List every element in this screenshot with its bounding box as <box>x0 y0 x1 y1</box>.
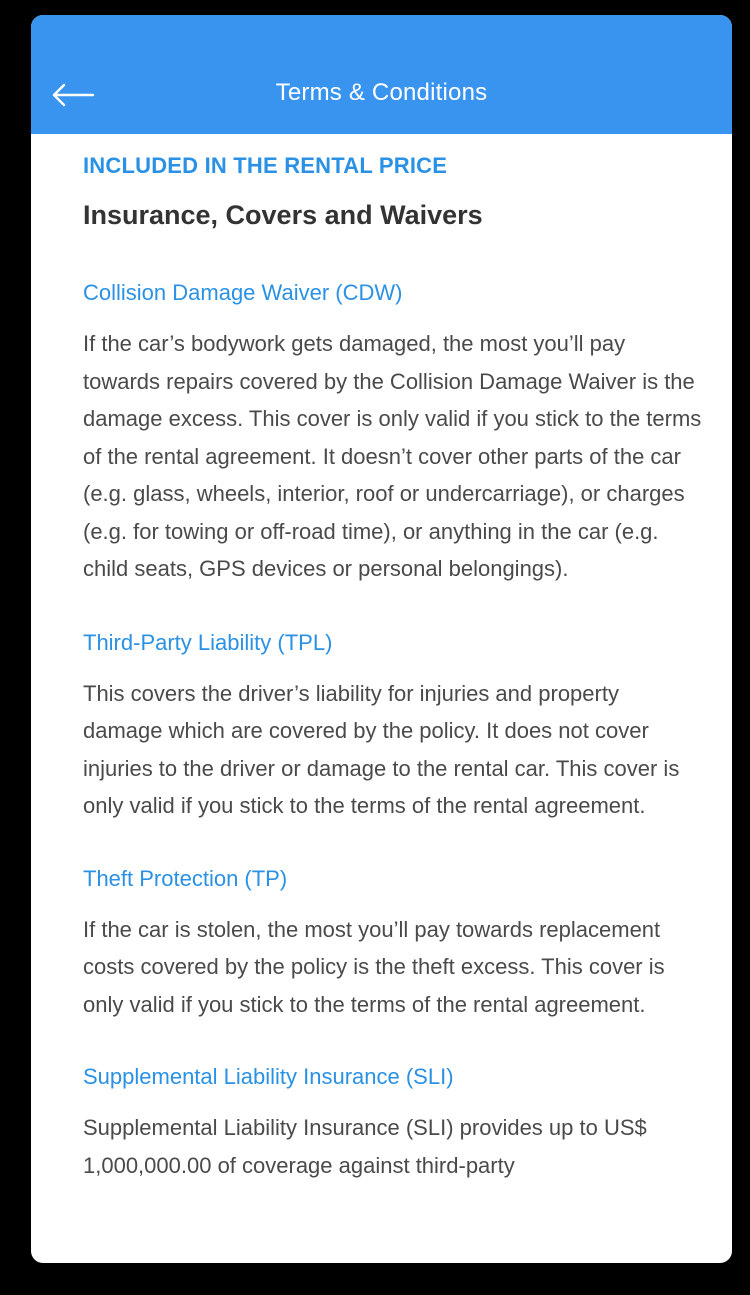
page-header-title: Terms & Conditions <box>275 79 488 106</box>
section-overline: INCLUDED IN THE RENTAL PRICE <box>83 153 448 178</box>
section-title-tpl[interactable]: Third-Party Liability (TPL) <box>83 629 333 655</box>
app-header <box>31 15 732 134</box>
section-tp <box>83 865 703 1024</box>
section-title-tp[interactable]: Theft Protection (TP) <box>83 865 288 891</box>
section-cdw <box>83 282 703 588</box>
terms-modal <box>31 15 732 1263</box>
section-body-cdw: If the car’s bodywork gets damaged, the most you’ll pay towards repairs covered by the Collision Damage Waiver is the damage excess. This cover is only valid if you stick to the terms of the rental agreement. It doesn’t cover other parts of the car (e.g. glass, wheels, interior, roof or undercarriage), or charges (e.g. for towing or off-road time), or anything in the car (e.g. child seats, GPS devices or personal belongings). <box>83 331 702 581</box>
section-sli <box>83 1066 703 1184</box>
page-title: Insurance, Covers and Waivers <box>83 200 483 230</box>
section-body-tp: If the car is stolen, the most you’ll pay towards replacement costs covered by the policy is the theft excess. This cover is only valid if you stick to the terms of the rental agreement. <box>83 916 665 1017</box>
section-body-sli: Supplemental Liability Insurance (SLI) provides up to US$ 1,000,000.00 of coverage against third-party <box>83 1115 647 1178</box>
section-title-cdw[interactable]: Collision Damage Waiver (CDW) <box>83 280 403 305</box>
section-title-sli[interactable]: Supplemental Liability Insurance (SLI) <box>83 1064 454 1089</box>
section-body-tpl: This covers the driver’s liability for injuries and property damage which are covered by the policy. It does not cover injuries to the driver or damage to the rental car. This cover is only valid if you stick to the terms of the rental agreement. <box>83 680 680 818</box>
terms-content[interactable] <box>83 134 703 1263</box>
section-tpl <box>83 629 703 825</box>
